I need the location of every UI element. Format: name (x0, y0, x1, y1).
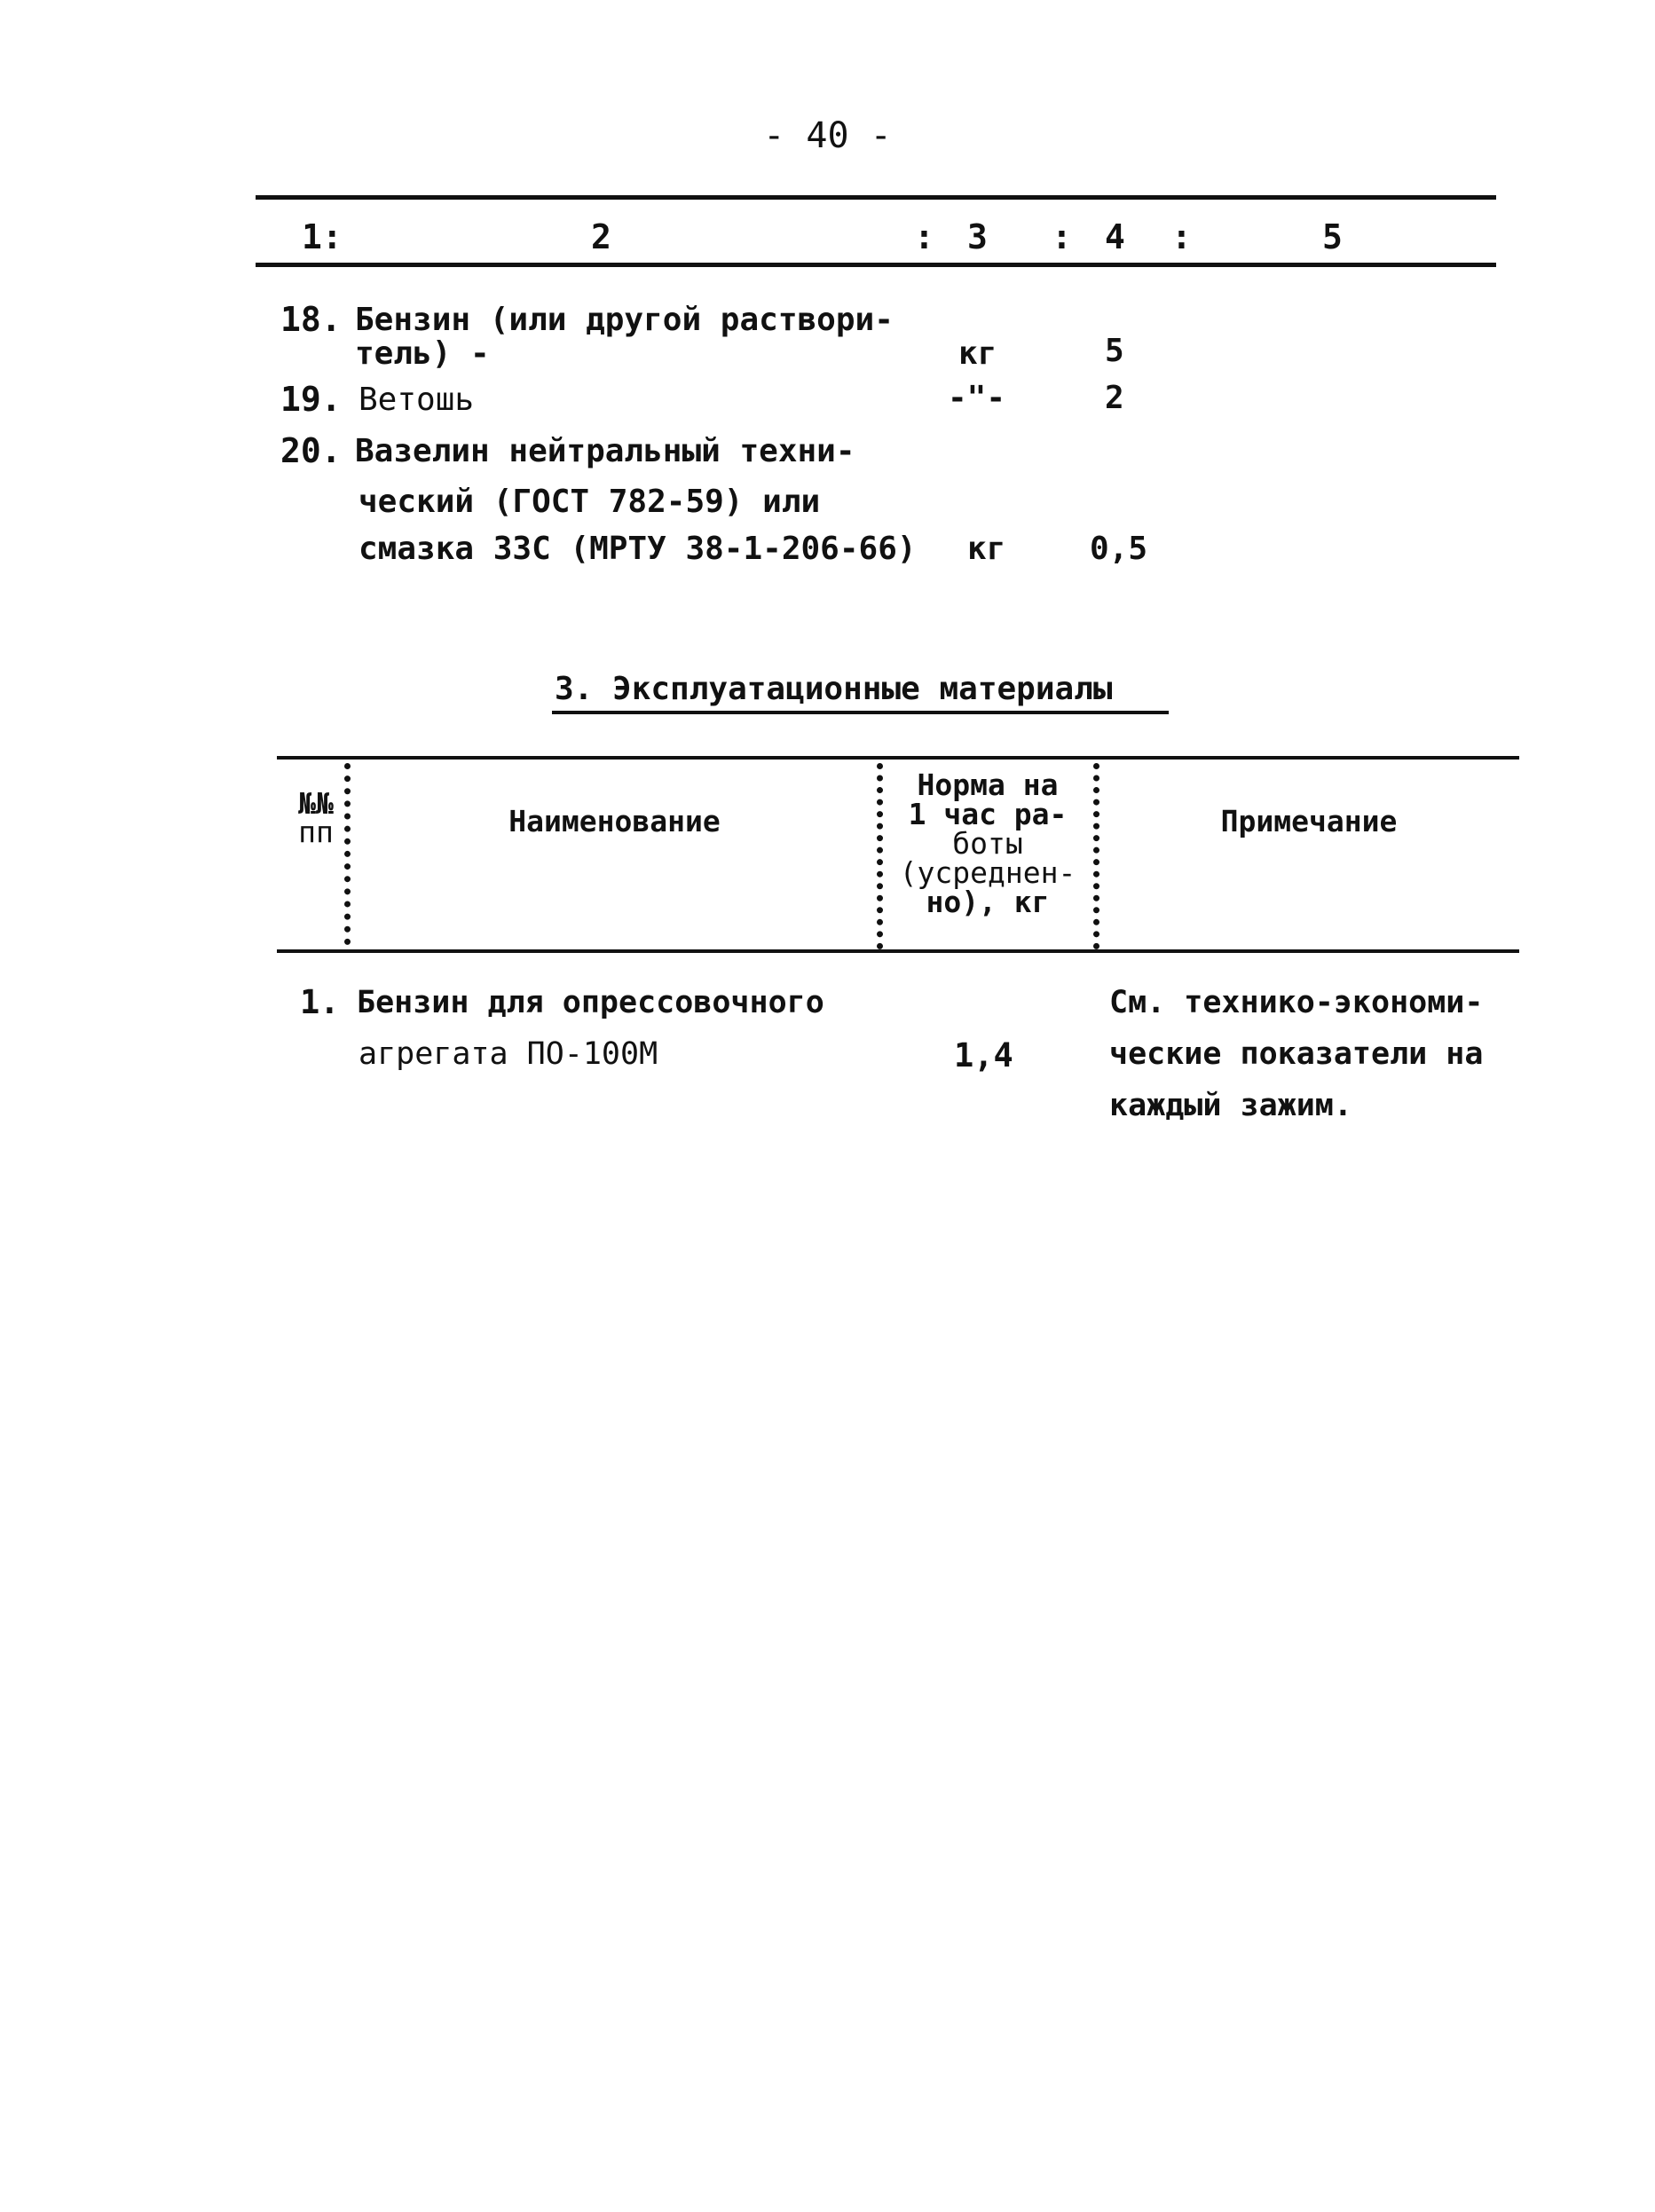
header-number-line: №№ (298, 786, 334, 821)
row-number: 1. (300, 983, 340, 1021)
column-separator: : (914, 217, 934, 256)
item-quantity: 2 (1105, 380, 1124, 416)
bottom-table-rule-header (277, 949, 1519, 953)
row-note-line: каждый зажим. (1109, 1088, 1352, 1123)
column-divider (344, 763, 351, 945)
header-norm-line: Норма на (917, 768, 1059, 802)
column-header-5: 5 (1322, 217, 1343, 256)
bottom-table-rule-top (277, 756, 1519, 760)
item-number: 19. (280, 380, 342, 419)
header-norm-line: боты (952, 826, 1023, 861)
top-table-rule-top (256, 195, 1496, 200)
item-name-line: Ветошь (359, 382, 475, 418)
header-number (289, 786, 343, 849)
item-name-line: тель) - (355, 335, 490, 372)
column-divider (1093, 763, 1099, 949)
item-quantity: 5 (1105, 333, 1124, 369)
header-number-line: пп (298, 815, 334, 849)
header-note: Примечание (1220, 804, 1398, 838)
row-note-line: См. технико-экономи- (1109, 985, 1484, 1020)
header-norm-line: 1 час ра- (908, 797, 1068, 831)
page-number: - 40 - (763, 115, 892, 156)
column-divider (877, 763, 883, 949)
item-name-line: Бензин (или другой раствори- (355, 302, 894, 338)
item-name-line: смазка ЗЗС (МРТУ 38-1-206-66) (359, 531, 917, 567)
row-note-line: ческие показатели на (1109, 1036, 1484, 1072)
column-header-1: 1: (302, 217, 343, 256)
column-header-2: 2 (591, 217, 611, 256)
item-unit: кг (958, 335, 997, 372)
column-header-3: 3 (967, 217, 988, 256)
item-name-line: ческий (ГОСТ 782-59) или (359, 484, 821, 520)
row-norm-value: 1,4 (954, 1036, 1013, 1075)
header-norm-line: (усреднен- (899, 855, 1076, 890)
header-norm (886, 770, 1090, 917)
row-name-line: агрегата ПО-100М (359, 1036, 658, 1072)
item-name-line: Вазелин нейтральный техни- (355, 433, 855, 469)
header-norm-line: но), кг (926, 885, 1050, 919)
header-name: Наименование (508, 804, 721, 838)
item-unit: -"- (948, 380, 1006, 416)
row-name-line: Бензин для опрессовочного (357, 985, 824, 1020)
column-separator: : (1052, 217, 1072, 256)
top-table-rule-header (256, 263, 1496, 267)
item-unit: кг (967, 531, 1006, 567)
column-separator: : (1171, 217, 1192, 256)
item-number: 18. (280, 300, 342, 339)
item-number: 20. (280, 431, 342, 470)
section-title: 3. Эксплуатационные материалы (555, 671, 1113, 707)
column-header-4: 4 (1105, 217, 1125, 256)
item-quantity: 0,5 (1090, 531, 1148, 567)
section-title-underline (552, 711, 1169, 714)
